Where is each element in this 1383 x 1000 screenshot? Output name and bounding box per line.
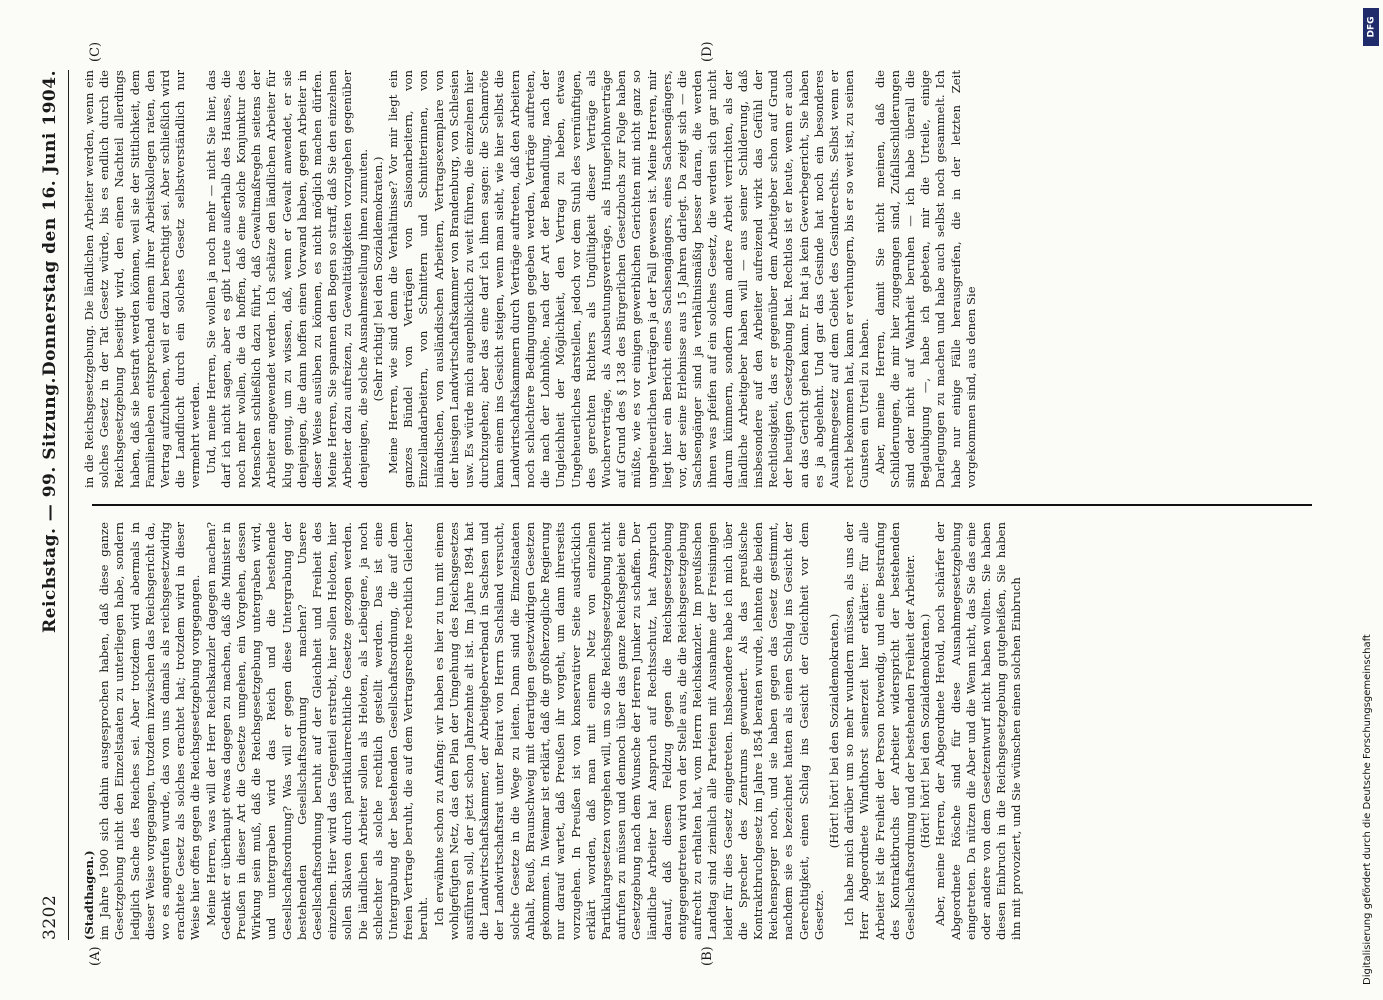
paragraph: Meine Herren, wie sind denn die Verhältnisse? Vor mir liegt ein ganzes Bündel von Verträgen von Saisonarbeitern, von Einzellandarbeitern, von Schnittern und Schnitterinnen, von inländischen, von ausländischen Arbeitern, Vertragsexemplare von der hiesigen Landwirtschaftskammer von Brandenburg, von Schlesien usw. Es würde mich augenblicklich zu weit führen, die einzelnen hier durchzugehen; aber das eine darf ich ihnen sagen: die Schamröte kann einem ins Gesicht steigen, wenn man sieht, wie hier selbst die Landwirtschaftskammern durch Verträge auftreten, daß den Arbeitern noch schlechtere Bedingungen gegeben werden, Verträge auftreten, die nach der Lohnhöhe, nach der Art der Behandlung, nach der Ungleichheit der Möglichkeit, den Vertrag zu heben, etwas Ungeheuerliches darstellen, jedoch vor dem Stuhl des vernünftigen, des gerechten Richters als Ungültigkeit dieser Verträge als Wucherverträge, als Ausbeutungsverträge, als Hungerlohnverträge auf Grund des § 138 des Bürgerlichen Gesetzbuchs zur Folge haben müßte, wie es vor einigen gewerblichen Gerichten mit nicht ganz so ungeheuerlichen Verträgen ja der Fall gewesen ist. Meine Herren, mir liegt hier ein Bericht eines Sachsengängers, eines Sachsengängers, vor, der seine Erlebnisse aus 15 Jahren darlegt. Da zeigt sich — die Sachsengänger sind ja verhältnismäßig besser daran, die werden ihnen was pfeifen auf ein solches Gesetz, die werden sich gar nicht darum kümmern, sondern dann andere Arbeit verrichten, als der ländliche Arbeitgeber haben will — aus seiner Schilderung, daß insbesondere auf den Arbeiter aufreizend wirkt das Gefühl der Rechtlosigkeit, das er gegenüber dem Arbeitgeber schon auf Grund der heutigen Gesetzgebung hat. Rechtlos ist er heute, wenn er auch an das Gericht gehen kann. Er hat ja kein Gewerbegericht, Sie haben es ja abgelehnt. Und gar das Gesinde hat noch ein besonderes Ausnahmegesetz auf dem Gebiet des Gesinderechts. Selbst wenn er recht bekommen hat, kann er verhungern, bis er so weit ist, zu seinen Gunsten ein Urteil zu haben. (386, 70, 872, 488)
interjection: (Sehr richtig! bei den Sozialdemokraten.) (370, 156, 385, 402)
paragraph: Meine Herren, was will der Herr Reichskanzler dagegen machen? Gedenkt er überhaupt etwas dagegen zu machen, daß die Minister in Preußen in dieser Art die Gesetze umgehen, ein Vorgehen, dessen Wirkung sein muß, daß die Reichsgesetzgebung untergraben wird, und untergraben wird das Reich und die bestehende Gesellschaftsordnung? Was will er gegen diese Untergrabung der bestehenden Gesellschaftsordnung machen? Unsere Gesellschaftsordnung beruht auf der Gleichheit und Freiheit des einzelnen. Hier wird das Gegenteil erstrebt, hier sollen Heloten, hier sollen Sklaven durch partikularrechtliche Gesetze gezogen werden. Die ländlichen Arbeiter sollen als Heloten, als Leibeigene, ja noch schlechter als solche rechtlich gestellt werden. Das ist eine Untergrabung der bestehenden Gesellschaftsordnung, die auf dem freien Vertrage beruht, die auf dem Vertragsrechte rechtlich Gleicher beruht. (203, 522, 431, 940)
page-number: 3202 (40, 894, 60, 940)
session-date: Donnerstag den 16. Juni 1904. (40, 70, 60, 377)
interjection: (Hört! hört! bei den Sozialdemokraten.) (826, 613, 841, 849)
page-header (40, 70, 66, 940)
margin-letter-b: (B) (700, 946, 715, 966)
column-divider (92, 504, 1312, 506)
digitization-credit: Digitalisierung gefördert durch die Deutsche Forschungsgemeinschaft (1362, 634, 1373, 985)
interjection: (Hört! hört! bei den Sozialdemokraten.) (918, 613, 933, 849)
right-column (82, 70, 1320, 488)
session-title: Reichstag. — 99. Sitzung. (40, 377, 60, 633)
margin-letter-c: (C) (88, 41, 103, 62)
dfg-logo-text: DFG (1366, 16, 1377, 38)
paragraph: in die Reichsgesetzgebung. Die ländlichen Arbeiter werden, wenn ein solches Gesetz in der Tat Gesetz würde, bis es endlich durch die Reichsgesetzgebung beseitigt wird, den einen Nachteil allerdings haben, daß sie bestraft werden können, weil sie der Sittlichkeit, dem Familienleben entsprechend einem ihrer Arbeitskollegen raten, den Vertrag aufzuheben, weil er dazu berechtigt sei. Aber schließlich wird die Landflucht durch ein solches Gesetz selbstverständlich nur vermehrt werden. (82, 70, 203, 488)
margin-letter-a: (A) (88, 946, 103, 966)
paragraph: Ich erwähnte schon zu Anfang: wir haben es hier zu tun mit einem wohlgefügten Netz, das den Plan der Umgehung des Reichsgesetzes ausführen soll, der jetzt schon Jahrzehnte alt ist. Im Jahre 1894 hat die Landwirtschaftskammer, der Arbeitgeberverband in Sachsen und der Landwirtschaftsrat unter Beirat von Herrn Sachsland versucht, solche Gesetze in die Wege zu leiten. Dann sind die Einzelstaaten Anhalt, Reuß, Braunschweig mit derartigen gesetzwidrigen Gesetzen gekommen. In Weimar ist erklärt, daß die großherzogliche Regierung nur darauf wartet, daß Preußen ihr vorgeht, um dann ihrerseits vorzugehen. In Preußen ist von konservativer Seite ausdrücklich erklärt worden, daß man mit einem Netz von einzelnen Partikulargesetzen vorgehen will, um so die Reichsgesetzgebung nicht aufrufen zu müssen und dennoch über das ganze Reichsgebiet eine Gesetzgebung nach dem Wunsche der Herren Junker zu schaffen. Der ländliche Arbeiter hat Anspruch auf Rechtsschutz, hat Anspruch darauf, daß diesem Feldzug gegen die Reichsgesetzgebung entgegengetreten wird von der Stelle aus, die die Reichsgesetzgebung aufrecht zu erhalten hat, vom Herrn Reichskanzler. Im preußischen Landtag sind ziemlich alle Parteien mit Ausnahme der Freisinnigen leider für dies Gesetz eingetreten. Insbesondere habe ich mich über die Sprecher des Zentrums gewundert. Als das preußische Kontraktbruchgesetz im Jahre 1854 beraten wurde, lehnten die beiden Reichensperger noch, und sie haben gegen das Gesetz gestimmt, nachdem sie es bezeichnet hatten als einen Schlag ins Gesicht der Gerechtigkeit, einen Schlag ins Gesicht der Gleichheit vor dem Gesetze. (431, 522, 826, 940)
dfg-logo (1363, 8, 1379, 46)
paragraph: Aber, meine Herren, der Abgeordnete Herold, noch schärfer der Abgeordnete Rösche sind für diese Ausnahmegesetzgebung eingetreten. Da nützen die Aber und die Wenn nicht, das Sie das eine oder andere von dem Gesetzentwurf nicht haben wollten. Sie haben diesen Einbruch in die Reichsgesetzgebung gutgeheißen, Sie haben ihn mit provoziert, und Sie wünschen einen solchen Einbruch (933, 522, 1024, 940)
left-column (82, 522, 1320, 940)
paragraph: Aber, meine Herren, damit Sie nicht meinen, daß die Schilderungen, die mir hier zugegangen sind, Zufallsschilderungen sind oder nicht auf Wahrheit beruhen — ich habe überall die Beglaubigung —, habe ich gebeten, mir die Urteile, einige Darlegungen zu machen und habe auch selbst noch gesammelt. Ich habe nur einige Fälle herausgreifen, die in der letzten Zeit vorgekommen sind, aus denen Sie (872, 70, 978, 488)
paragraph: im Jahre 1900 sich dahin ausgesprochen haben, daß diese ganze Gesetzgebung nicht den Einzelstaaten zu unterliegen habe, sondern lediglich Sache des Reiches sei. Aber trotzdem wird abermals in dieser Weise vorgegangen, trotzdem inzwischen das Reichsgericht da, wo es angerufen wurde, das von uns damals als reichsgesetzwidrig erachtete Gesetz als solches erachtet hat; trotzdem wird in dieser Weise hier offen gegen die Reichsgesetzgebung vorgegangen. (97, 522, 203, 940)
margin-letter-d: (D) (700, 41, 715, 62)
header-rule (68, 70, 69, 940)
paragraph: Ich habe mich darüber um so mehr wundern müssen, als uns der Herr Abgeordnete Windthorst seinerzeit hier erklärte: für alle Arbeiter ist die Freiheit der Person notwendig, und eine Bestrafung des Kontraktbruchs der Arbeiter widerspricht der bestehenden Gesellschaftsordnung und der bestehenden Freiheit der Arbeiter. (842, 522, 917, 940)
speaker-tag: (Stadthagen.) (82, 850, 96, 940)
paragraph: Und, meine Herren, Sie wollen ja noch mehr — nicht Sie hier, das darf ich nicht sagen, aber es gibt Leute außerhalb des Hauses, die noch mehr wollen, die da hoffen, daß eine solche Konjunktur des Menschen schließlich dazu führt, daß Gewaltmaßregeln seitens der Arbeiter angewendet werden. Ich schätze den ländlichen Arbeiter für klug genug, um zu wissen, daß, wenn er Gewalt anwendet, er sie denjenigen, die dann hoffen einen Vorwand haben, gegen Arbeiter in dieser Weise ausüben zu können, es nicht möglich machen dürfen. Meine Herren, Sie spannen den Bogen so straff, daß Sie den einzelnen Arbeiter dazu aufreizen, zu Gewalttätigkeiten vorzugehen gegenüber denjenigen, die solche Ausnahmestellung ihnen zumuten. (203, 70, 370, 488)
